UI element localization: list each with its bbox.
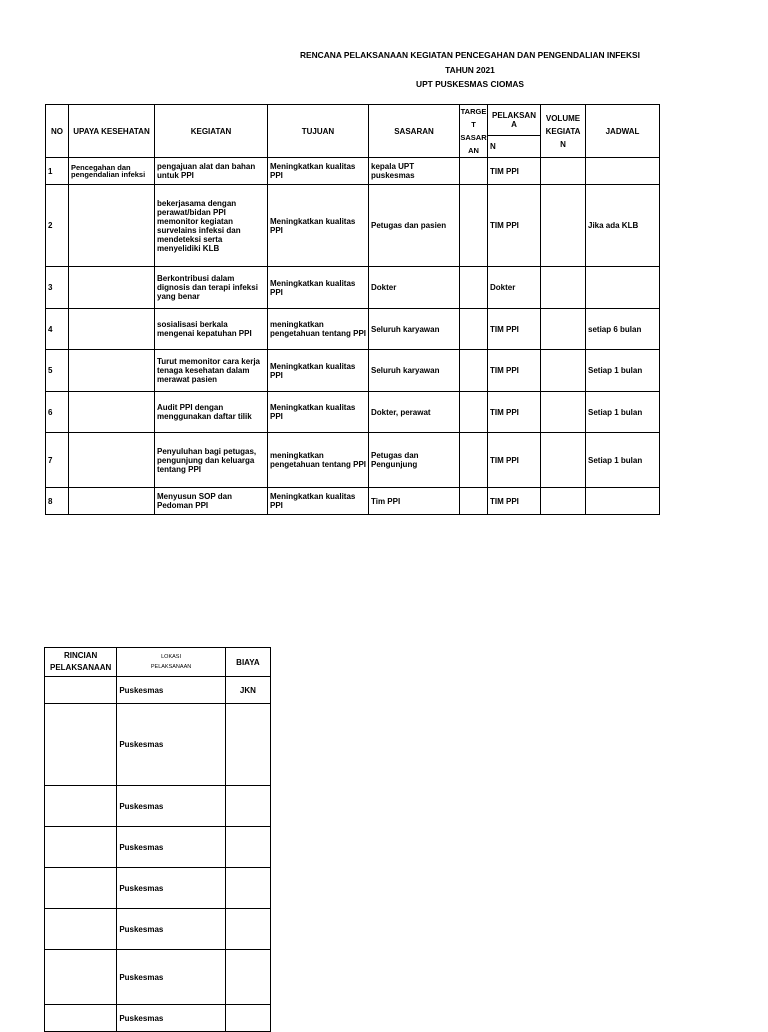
cell-target: [460, 267, 488, 309]
cell-kegiatan: Turut memonitor cara kerja tenaga kesehatan dalam merawat pasien: [155, 350, 268, 392]
table-row: [45, 677, 271, 704]
header-tujuan: TUJUAN: [268, 105, 369, 158]
cell-lokasi: Puskesmas: [117, 1005, 225, 1032]
header-biaya: BIAYA: [225, 648, 270, 677]
cell-no: 8: [46, 488, 69, 515]
cell-upaya: [69, 350, 155, 392]
table-row: [45, 786, 271, 827]
cell-jadwal: Setiap 1 bulan: [586, 433, 660, 488]
cell-pelaksana: TIM PPI: [488, 433, 541, 488]
table-row: [46, 309, 660, 350]
table-row: [46, 158, 660, 185]
cell-lokasi: Puskesmas: [117, 909, 225, 950]
title-line-1: RENCANA PELAKSANAAN KEGIATAN PENCEGAHAN DAN PENGENDALIAN INFEKSI: [300, 50, 640, 60]
cell-tujuan: meningkatkan pengetahuan tentang PPI: [268, 433, 369, 488]
cell-pelaksana: TIM PPI: [488, 488, 541, 515]
implementation-detail-table: [44, 647, 271, 1032]
header-kegiatan: KEGIATAN: [155, 105, 268, 158]
cell-rincian: [45, 1005, 117, 1032]
cell-pelaksana: TIM PPI: [488, 392, 541, 433]
cell-no: 6: [46, 392, 69, 433]
cell-tujuan: Meningkatkan kualitas PPI: [268, 267, 369, 309]
cell-lokasi: Puskesmas: [117, 704, 225, 786]
cell-rincian: [45, 786, 117, 827]
cell-biaya: [225, 950, 270, 1005]
cell-jadwal: [586, 267, 660, 309]
header-target-bottom: SASARAN: [460, 133, 487, 155]
document-title: [300, 48, 640, 92]
cell-biaya: [225, 868, 270, 909]
table-row: [45, 827, 271, 868]
cell-sasaran: Dokter, perawat: [369, 392, 460, 433]
header-pelaksana-bottom: N: [488, 136, 541, 158]
table-row: [45, 868, 271, 909]
header-jadwal: JADWAL: [586, 105, 660, 158]
cell-tujuan: Meningkatkan kualitas PPI: [268, 392, 369, 433]
table-row: [46, 488, 660, 515]
header-volume-bottom: KEGIATAN: [545, 126, 581, 149]
cell-lokasi: Puskesmas: [117, 677, 225, 704]
cell-kegiatan: Berkontribusi dalam dignosis dan terapi infeksi yang benar: [155, 267, 268, 309]
cell-volume: [541, 488, 586, 515]
cell-no: 7: [46, 433, 69, 488]
cell-target: [460, 158, 488, 185]
cell-biaya: [225, 704, 270, 786]
cell-rincian: [45, 909, 117, 950]
table-row: [45, 950, 271, 1005]
cell-lokasi: Puskesmas: [117, 827, 225, 868]
activity-plan-table: [45, 104, 660, 515]
title-line-3: UPT PUSKESMAS CIOMAS: [416, 79, 524, 89]
cell-upaya: [69, 488, 155, 515]
header-rincian-pelaksanaan: RINCIAN PELAKSANAAN: [45, 648, 117, 677]
cell-pelaksana: TIM PPI: [488, 185, 541, 267]
cell-jadwal: Setiap 1 bulan: [586, 350, 660, 392]
cell-sasaran: Petugas dan Pengunjung: [369, 433, 460, 488]
cell-volume: [541, 309, 586, 350]
cell-pelaksana: TIM PPI: [488, 309, 541, 350]
cell-rincian: [45, 950, 117, 1005]
table-row: [45, 909, 271, 950]
cell-jadwal: setiap 6 bulan: [586, 309, 660, 350]
header-sasaran: SASARAN: [369, 105, 460, 158]
header-volume-kegiatan: [541, 105, 586, 158]
cell-tujuan: meningkatkan pengetahuan tentang PPI: [268, 309, 369, 350]
cell-kegiatan: Penyuluhan bagi petugas, pengunjung dan keluarga tentang PPI: [155, 433, 268, 488]
header-volume-top: VOLUME: [545, 113, 581, 123]
cell-volume: [541, 392, 586, 433]
cell-kegiatan: pengajuan alat dan bahan untuk PPI: [155, 158, 268, 185]
cell-kegiatan: sosialisasi berkala mengenai kepatuhan PPI: [155, 309, 268, 350]
cell-rincian: [45, 827, 117, 868]
cell-tujuan: Meningkatkan kualitas PPI: [268, 488, 369, 515]
cell-biaya: [225, 909, 270, 950]
cell-no: 2: [46, 185, 69, 267]
cell-target: [460, 433, 488, 488]
cell-target: [460, 350, 488, 392]
cell-volume: [541, 158, 586, 185]
cell-biaya: [225, 786, 270, 827]
table-row: [46, 185, 660, 267]
cell-lokasi: Puskesmas: [117, 950, 225, 1005]
cell-jadwal: Setiap 1 bulan: [586, 392, 660, 433]
header-lokasi-pelaksanaan: [117, 648, 225, 677]
cell-target: [460, 488, 488, 515]
table-row: [46, 392, 660, 433]
cell-tujuan: Meningkatkan kualitas PPI: [268, 350, 369, 392]
cell-kegiatan: bekerjasama dengan perawat/bidan PPI memonitor kegiatan survelains infeksi dan mendeteksi serta menyelidiki KLB: [155, 185, 268, 267]
cell-lokasi: Puskesmas: [117, 786, 225, 827]
table-row: [45, 1005, 271, 1032]
cell-jadwal: Jika ada KLB: [586, 185, 660, 267]
cell-sasaran: Seluruh karyawan: [369, 350, 460, 392]
cell-upaya: [69, 185, 155, 267]
cell-volume: [541, 350, 586, 392]
cell-target: [460, 309, 488, 350]
cell-no: 1: [46, 158, 69, 185]
cell-sasaran: Dokter: [369, 267, 460, 309]
cell-upaya: [69, 309, 155, 350]
cell-tujuan: Meningkatkan kualitas PPI: [268, 158, 369, 185]
header-lokasi-bottom: PELAKSANAAN: [150, 664, 192, 670]
cell-pelaksana: TIM PPI: [488, 158, 541, 185]
cell-sasaran: kepala UPT puskesmas: [369, 158, 460, 185]
cell-tujuan: Meningkatkan kualitas PPI: [268, 185, 369, 267]
cell-volume: [541, 433, 586, 488]
cell-biaya: JKN: [225, 677, 270, 704]
cell-biaya: [225, 1005, 270, 1032]
cell-upaya: Pencegahan dan pengendalian infeksi: [69, 158, 155, 185]
cell-rincian: [45, 677, 117, 704]
title-line-2: TAHUN 2021: [445, 64, 495, 75]
cell-kegiatan: Audit PPI dengan menggunakan daftar tilik: [155, 392, 268, 433]
cell-rincian: [45, 868, 117, 909]
header-upaya-kesehatan: UPAYA KESEHATAN: [69, 105, 155, 158]
header-lokasi-top: LOKASI: [161, 654, 181, 660]
cell-sasaran: Petugas dan pasien: [369, 185, 460, 267]
cell-upaya: [69, 392, 155, 433]
cell-jadwal: [586, 158, 660, 185]
header-target-sasaran: [460, 105, 488, 158]
cell-sasaran: Seluruh karyawan: [369, 309, 460, 350]
cell-no: 4: [46, 309, 69, 350]
cell-sasaran: Tim PPI: [369, 488, 460, 515]
cell-biaya: [225, 827, 270, 868]
header-no: NO: [46, 105, 69, 158]
table-row: [46, 433, 660, 488]
cell-lokasi: Puskesmas: [117, 868, 225, 909]
cell-pelaksana: TIM PPI: [488, 350, 541, 392]
cell-volume: [541, 185, 586, 267]
cell-kegiatan: Menyusun SOP dan Pedoman PPI: [155, 488, 268, 515]
table-row: [45, 704, 271, 786]
cell-upaya: [69, 433, 155, 488]
cell-volume: [541, 267, 586, 309]
header-pelaksana-top: PELAKSANA: [488, 105, 541, 136]
cell-rincian: [45, 704, 117, 786]
cell-target: [460, 185, 488, 267]
table-row: [46, 350, 660, 392]
table-row: [46, 267, 660, 309]
header-target-top: TARGET: [460, 107, 487, 129]
cell-no: 3: [46, 267, 69, 309]
cell-pelaksana: Dokter: [488, 267, 541, 309]
cell-target: [460, 392, 488, 433]
cell-jadwal: [586, 488, 660, 515]
cell-no: 5: [46, 350, 69, 392]
cell-upaya: [69, 267, 155, 309]
